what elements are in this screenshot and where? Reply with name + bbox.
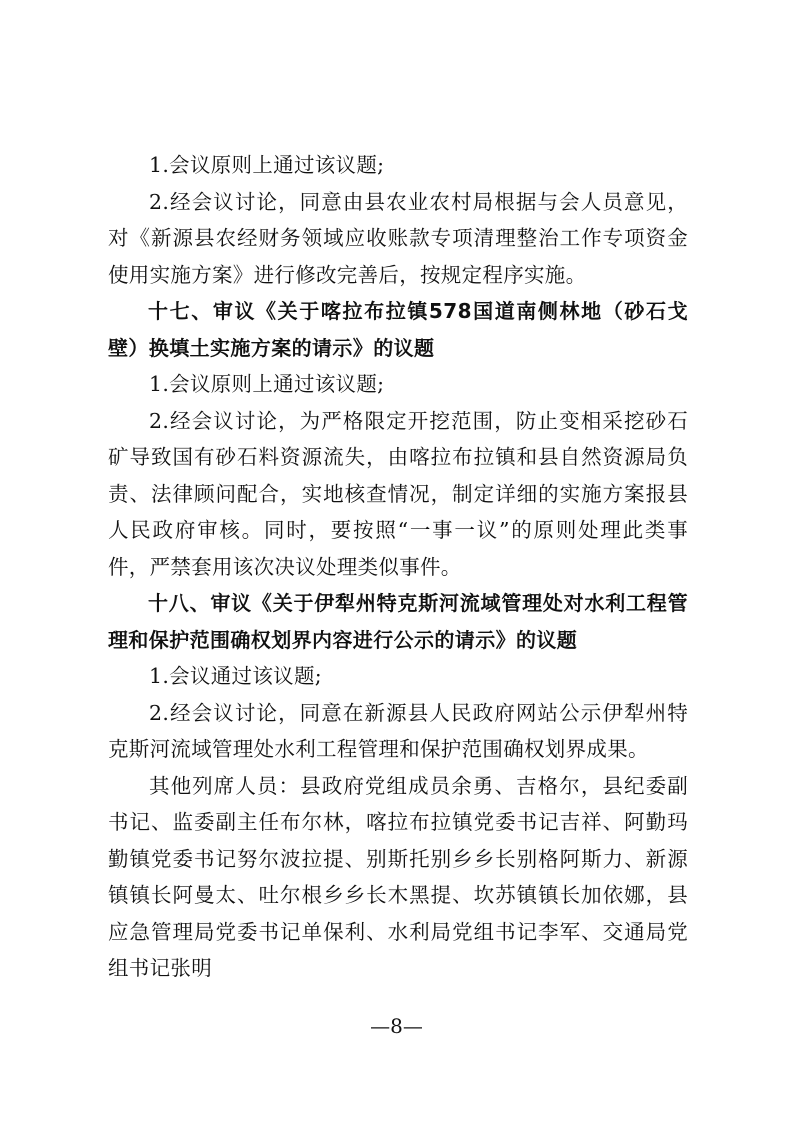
item-2-discussion: 2.经会议讨论，同意由县农业农村局根据与会人员意见，对《新源县农经财务领域应收账款专项清理整治工作专项资金使用实施方案》进行修改完善后，按规定程序实施。 [108,189,688,287]
section-17-item-1: 1.会议原则上通过该议题; [149,372,385,396]
section-17-item-2: 2.经会议讨论，为严格限定开挖范围，防止变相采挖砂石矿导致国有砂石料资源流失，由喀拉布拉镇和县自然资源局负责、法律顾问配合，实地核查情况，制定详细的实施方案报县人民政府审核。同时，要按照“一事一议”的原则处理此类事件，严禁套用该次决议处理类似事件。 [108,408,688,579]
section-heading-17: 十七、审议《关于喀拉布拉镇578国道南侧林地（砂石戈壁）换填土实施方案的请示》的议题 [108,299,688,360]
page-number: —8— [370,1014,423,1038]
item-1-approval: 1.会议原则上通过该议题; [149,153,385,177]
document-body [108,147,688,987]
attendees-paragraph: 其他列席人员：县政府党组成员余勇、吉格尔，县纪委副书记、监委副主任布尔林，喀拉布拉镇党委书记吉祥、阿勤玛勤镇党委书记努尔波拉提、别斯托别乡乡长别格阿斯力、新源镇镇长阿曼太、吐尔根乡乡长木黑提、坎苏镇镇长加依娜，县应急管理局党委书记单保利、水利局党组书记李军、交通局党组书记张明 [108,773,688,980]
section-18-item-1: 1.会议通过该议题; [149,664,322,688]
section-18-item-2: 2.经会议讨论，同意在新源县人民政府网站公示伊犁州特克斯河流域管理处水利工程管理和保护范围确权划界成果。 [108,700,688,761]
section-heading-18: 十八、审议《关于伊犁州特克斯河流域管理处对水利工程管理和保护范围确权划界内容进行公示的请示》的议题 [108,591,688,652]
